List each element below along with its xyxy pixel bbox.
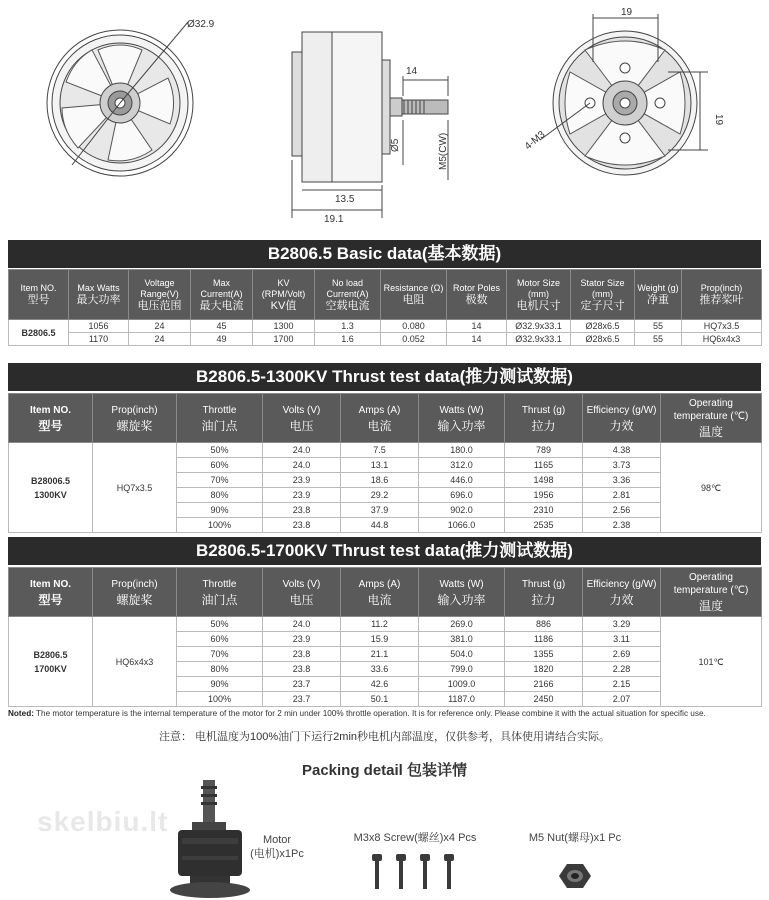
- table-cell: 55: [635, 333, 682, 346]
- table-cell: 50.1: [341, 692, 419, 707]
- table-cell: HQ7x3.5: [682, 320, 762, 333]
- table-cell: 23.8: [263, 518, 341, 533]
- rear-screw-label: 4-M3: [522, 129, 548, 153]
- table-cell: 24.0: [263, 617, 341, 632]
- table-cell: 2.56: [583, 503, 661, 518]
- table-cell: 1187.0: [419, 692, 505, 707]
- thrust-header-row: [9, 394, 762, 443]
- header-cell: Watts (W) 输入功率: [419, 394, 505, 443]
- table-cell: 90%: [177, 677, 263, 692]
- table-cell: 1009.0: [419, 677, 505, 692]
- table-cell: 33.6: [341, 662, 419, 677]
- header-cell: Efficiency (g/W) 力效: [583, 394, 661, 443]
- header-cell: Thrust (g) 拉力: [505, 568, 583, 617]
- table-cell: 504.0: [419, 647, 505, 662]
- table-cell: 37.9: [341, 503, 419, 518]
- thrust-header-row: [9, 568, 762, 617]
- table-cell: 2310: [505, 503, 583, 518]
- table-cell: 1066.0: [419, 518, 505, 533]
- table-cell: 1300: [253, 320, 315, 333]
- table-cell: 23.8: [263, 662, 341, 677]
- motor-label: Motor (电机)x1Pc: [250, 834, 304, 860]
- table-cell: 789: [505, 443, 583, 458]
- header-cell: Voltage Range(V) 电压范围: [129, 270, 191, 320]
- table-cell: Ø28x6.5: [571, 333, 635, 346]
- table-cell: 44.8: [341, 518, 419, 533]
- shaft-diameter-label: Ø5: [390, 138, 401, 152]
- table-cell: 45: [191, 320, 253, 333]
- watermark: skelbiu.lt: [37, 806, 169, 837]
- table-cell: 80%: [177, 662, 263, 677]
- table-cell: 24: [129, 320, 191, 333]
- basic-header-row: [9, 270, 762, 320]
- table-cell: 312.0: [419, 458, 505, 473]
- note-english: Noted: The motor temperature is the internal temperature of the motor for 2 min under 100% throttle operation. It is for reference only. Please combine it with the actual situation for specific use.: [8, 709, 706, 718]
- table-cell: 1.3: [315, 320, 381, 333]
- table-cell: 1165: [505, 458, 583, 473]
- rear-right-dim-label: 19: [713, 114, 724, 126]
- header-cell: Weight (g) 净重: [635, 270, 682, 320]
- table-cell: 29.2: [341, 488, 419, 503]
- table-cell: 1956: [505, 488, 583, 503]
- table-cell: 23.9: [263, 488, 341, 503]
- header-cell: Prop(inch) 推荐桨叶: [682, 270, 762, 320]
- header-cell: Amps (A) 电流: [341, 568, 419, 617]
- table-cell: 1170: [69, 333, 129, 346]
- table-cell: Ø28x6.5: [571, 320, 635, 333]
- thrust-1700kv-table: [8, 567, 762, 707]
- thrust-1300kv-title: B2806.5-1300KV Thrust test data(推力测试数据): [8, 363, 761, 391]
- table-cell: Ø32.9x33.1: [507, 320, 571, 333]
- header-cell: Volts (V) 电压: [263, 394, 341, 443]
- table-cell: 886: [505, 617, 583, 632]
- header-cell: Volts (V) 电压: [263, 568, 341, 617]
- table-cell: 4.38: [583, 443, 661, 458]
- nut-label: M5 Nut(螺母)x1 Pc: [528, 832, 622, 844]
- table-cell: 1186: [505, 632, 583, 647]
- side-view-drawing: [292, 32, 448, 218]
- front-diameter-label: Ø32.9: [187, 19, 215, 30]
- table-cell: 1355: [505, 647, 583, 662]
- header-cell: Max Current(A) 最大电流: [191, 270, 253, 320]
- table-cell: 902.0: [419, 503, 505, 518]
- header-cell: Item NO. 型号: [9, 568, 93, 617]
- table-cell: 70%: [177, 647, 263, 662]
- table-cell: 100%: [177, 518, 263, 533]
- note-chinese: 注意： 电机温度为100%油门下运行2min秒电机内部温度，仅供参考，具体使用请结合实际。: [158, 731, 611, 743]
- header-cell: Watts (W) 输入功率: [419, 568, 505, 617]
- header-cell: Efficiency (g/W) 力效: [583, 568, 661, 617]
- table-cell: 1056: [69, 320, 129, 333]
- table-cell: 2535: [505, 518, 583, 533]
- table-cell: 3.73: [583, 458, 661, 473]
- header-cell: Item NO. 型号: [9, 270, 69, 320]
- rear-view-drawing: [540, 14, 708, 175]
- table-cell: 1700: [253, 333, 315, 346]
- basic-data-table: [8, 269, 762, 346]
- table-cell: 100%: [177, 692, 263, 707]
- table-cell: HQ6x4x3: [682, 333, 762, 346]
- packing-title: Packing detail 包装详情: [301, 762, 468, 779]
- table-cell: 2.28: [583, 662, 661, 677]
- table-cell: Ø32.9x33.1: [507, 333, 571, 346]
- thrust-1300kv-table: [8, 393, 762, 533]
- table-cell: 24: [129, 333, 191, 346]
- table-cell: 60%: [177, 632, 263, 647]
- table-row: [9, 443, 762, 458]
- table-cell: 24.0: [263, 458, 341, 473]
- table-cell: 11.2: [341, 617, 419, 632]
- prop-cell: HQ6x4x3: [93, 617, 177, 707]
- table-cell: 0.052: [381, 333, 447, 346]
- front-view-drawing: [47, 22, 193, 176]
- table-cell: 2.07: [583, 692, 661, 707]
- table-cell: 23.8: [263, 503, 341, 518]
- table-cell: 23.7: [263, 692, 341, 707]
- basic-data-title: B2806.5 Basic data(基本数据): [8, 240, 761, 268]
- table-cell: 23.9: [263, 632, 341, 647]
- header-cell: Rotor Poles 极数: [447, 270, 507, 320]
- header-cell: Operating temperature (℃) 温度: [661, 394, 762, 443]
- dim-19-1-label: 19.1: [324, 214, 344, 225]
- table-cell: 2.38: [583, 518, 661, 533]
- table-cell: 7.5: [341, 443, 419, 458]
- table-cell: 42.6: [341, 677, 419, 692]
- table-cell: 14: [447, 333, 507, 346]
- table-cell: 799.0: [419, 662, 505, 677]
- table-cell: 446.0: [419, 473, 505, 488]
- item-number: B2806.5 1700KV: [9, 617, 93, 707]
- thread-label: M5(CW): [438, 132, 449, 170]
- header-cell: Prop(inch) 螺旋桨: [93, 568, 177, 617]
- table-cell: 1820: [505, 662, 583, 677]
- table-cell: 23.8: [263, 647, 341, 662]
- table-cell: 50%: [177, 617, 263, 632]
- temperature-cell: 98℃: [661, 443, 762, 533]
- header-cell: Amps (A) 电流: [341, 394, 419, 443]
- screws-image: [366, 852, 462, 892]
- header-cell: Resistance (Ω) 电阻: [381, 270, 447, 320]
- header-cell: KV (RPM/Volt) KV值: [253, 270, 315, 320]
- table-cell: 2.15: [583, 677, 661, 692]
- table-cell: 2.81: [583, 488, 661, 503]
- table-cell: 90%: [177, 503, 263, 518]
- table-row: [9, 333, 762, 346]
- screw-label: M3x8 Screw(螺丝)x4 Pcs: [353, 832, 477, 844]
- nut-image: [553, 858, 597, 894]
- table-cell: 15.9: [341, 632, 419, 647]
- header-cell: Thrust (g) 拉力: [505, 394, 583, 443]
- table-cell: 23.9: [263, 473, 341, 488]
- table-row: [9, 320, 762, 333]
- table-cell: 18.6: [341, 473, 419, 488]
- prop-cell: HQ7x3.5: [93, 443, 177, 533]
- table-cell: 1.6: [315, 333, 381, 346]
- table-cell: 21.1: [341, 647, 419, 662]
- table-cell: 3.29: [583, 617, 661, 632]
- table-cell: 49: [191, 333, 253, 346]
- item-number: B2806.5: [9, 320, 69, 346]
- table-cell: 0.080: [381, 320, 447, 333]
- item-number: B28006.5 1300KV: [9, 443, 93, 533]
- table-row: [9, 617, 762, 632]
- table-cell: 381.0: [419, 632, 505, 647]
- header-cell: No load Current(A) 空载电流: [315, 270, 381, 320]
- motor-dimension-drawings: [0, 0, 769, 235]
- table-cell: 2450: [505, 692, 583, 707]
- header-cell: Item NO. 型号: [9, 394, 93, 443]
- table-cell: 80%: [177, 488, 263, 503]
- dim-13-5-label: 13.5: [335, 194, 355, 205]
- thrust-1700kv-title: B2806.5-1700KV Thrust test data(推力测试数据): [8, 537, 761, 565]
- table-cell: 3.11: [583, 632, 661, 647]
- table-cell: 13.1: [341, 458, 419, 473]
- header-cell: Throttle 油门点: [177, 394, 263, 443]
- header-cell: Stator Size (mm) 定子尺寸: [571, 270, 635, 320]
- table-cell: 2166: [505, 677, 583, 692]
- table-cell: 696.0: [419, 488, 505, 503]
- table-cell: 2.69: [583, 647, 661, 662]
- header-cell: Prop(inch) 螺旋桨: [93, 394, 177, 443]
- table-cell: 23.7: [263, 677, 341, 692]
- table-cell: 50%: [177, 443, 263, 458]
- table-cell: 14: [447, 320, 507, 333]
- temperature-cell: 101℃: [661, 617, 762, 707]
- table-cell: 60%: [177, 458, 263, 473]
- header-cell: Throttle 油门点: [177, 568, 263, 617]
- table-cell: 24.0: [263, 443, 341, 458]
- shaft-length-label: 14: [406, 66, 418, 77]
- header-cell: Max Watts 最大功率: [69, 270, 129, 320]
- table-cell: 1498: [505, 473, 583, 488]
- table-cell: 180.0: [419, 443, 505, 458]
- header-cell: Motor Size (mm) 电机尺寸: [507, 270, 571, 320]
- table-cell: 269.0: [419, 617, 505, 632]
- table-cell: 70%: [177, 473, 263, 488]
- table-cell: 55: [635, 320, 682, 333]
- table-cell: 3.36: [583, 473, 661, 488]
- rear-top-dim-label: 19: [621, 7, 633, 18]
- header-cell: Operating temperature (℃) 温度: [661, 568, 762, 617]
